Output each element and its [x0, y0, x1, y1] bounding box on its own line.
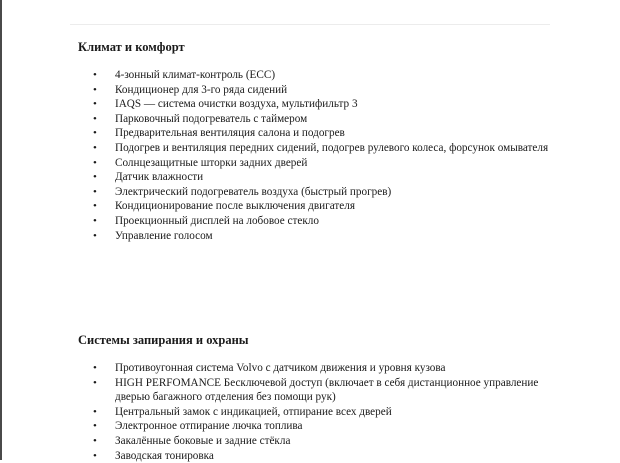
section-climate-comfort — [78, 40, 598, 243]
list-item: • Противоугонная система Volvo с датчиком движения и уровня кузова — [115, 361, 598, 376]
list-item: • Кондиционирование после выключения двигателя — [115, 199, 598, 214]
list-item: • Солнцезащитные шторки задних дверей — [115, 156, 598, 171]
section-title: Системы запирания и охраны — [78, 333, 249, 347]
feature-list — [78, 361, 598, 463]
list-item: • Управление голосом — [115, 229, 598, 244]
list-item: • Проекционный дисплей на лобовое стекло — [115, 214, 598, 229]
list-item: • Парковочный подогреватель с таймером — [115, 112, 598, 127]
feature-list — [78, 68, 598, 243]
list-item: • Подогрев и вентиляция передних сидений, подогрев рулевого колеса, форсунок омывателя — [115, 141, 598, 156]
top-divider — [70, 24, 550, 25]
section-title: Климат и комфорт — [78, 40, 185, 54]
list-item: • 4-зонный климат-контроль (ECC) — [115, 68, 598, 83]
list-item: • Центральный замок с индикацией, отпирание всех дверей — [115, 405, 598, 420]
list-item: • Предварительная вентиляция салона и подогрев — [115, 126, 598, 141]
list-item: • Электрический подогреватель воздуха (быстрый прогрев) — [115, 185, 598, 200]
list-item: • Закалённые боковые и задние стёкла — [115, 434, 598, 449]
list-item: • IAQS — система очистки воздуха, мультифильтр 3 — [115, 97, 598, 112]
list-item: • Датчик влажности — [115, 170, 598, 185]
list-item: • HIGH PERFOMANCE Бесключевой доступ (включает в себя дистанционное управление дверью багажного отделения без помощи рук) — [115, 376, 598, 405]
list-item: • Кондиционер для 3-го ряда сидений — [115, 83, 598, 98]
list-item: • Электронное отпирание лючка топлива — [115, 419, 598, 434]
list-item: • Заводская тонировка — [115, 449, 598, 463]
section-locking-security — [78, 333, 598, 463]
page-left-border — [0, 0, 2, 460]
